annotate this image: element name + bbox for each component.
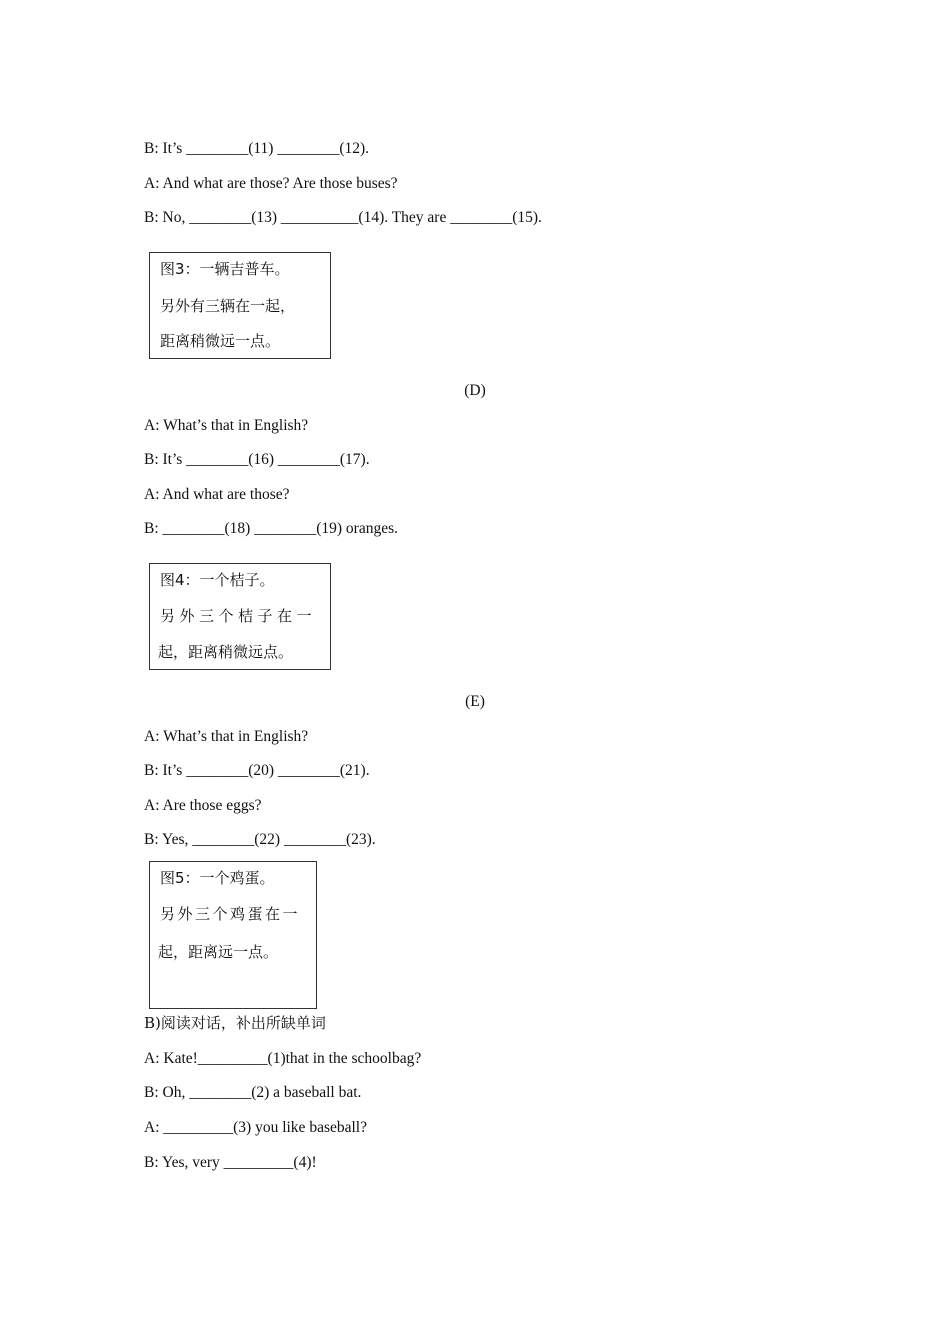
dialogue-line: B: Oh, ________(2) a baseball bat. — [144, 1084, 362, 1101]
dialogue-line: B: It’s ________(20) ________(21). — [144, 762, 370, 779]
section-label: (D) — [464, 382, 486, 399]
dialogue-line: A: What’s that in English? — [144, 728, 309, 745]
dialogue-line: A: And what are those? Are those buses? — [144, 175, 398, 192]
dialogue-line: A: _________(3) you like baseball? — [144, 1119, 367, 1136]
box-line: 图3：一辆吉普车。 — [160, 260, 290, 278]
box-line: 图5：一个鸡蛋。 — [160, 869, 275, 887]
dialogue-line: B: Yes, very _________(4)! — [144, 1154, 317, 1171]
dialogue-line: B: Yes, ________(22) ________(23). — [144, 831, 376, 848]
box-line: 起，距离稍微远点。 — [158, 643, 294, 661]
dialogue-line: B: It’s ________(11) ________(12). — [144, 140, 370, 157]
dialogue-line: A: Kate!_________(1)that in the schoolbag? — [144, 1050, 422, 1067]
dialogue-line: A: And what are those? — [144, 486, 290, 503]
picture-description-box — [149, 252, 331, 359]
box-line: 图4：一个桔子。 — [160, 571, 275, 589]
box-line: 另外三个桔子在一 — [160, 607, 317, 625]
box-line: 另外有三辆在一起， — [160, 297, 296, 315]
dialogue-line: A: What’s that in English? — [144, 417, 309, 434]
section-heading: B)阅读对话，补出所缺单词 — [144, 1014, 326, 1032]
section-label: (E) — [465, 693, 485, 710]
dialogue-line: A: Are those eggs? — [144, 797, 262, 814]
picture-description-box — [149, 563, 331, 670]
box-line: 另外三个鸡蛋在一 — [160, 905, 301, 923]
box-line: 起，距离远一点。 — [158, 943, 279, 961]
dialogue-line: B: It’s ________(16) ________(17). — [144, 451, 370, 468]
picture-description-box — [149, 861, 317, 1009]
box-line: 距离稍微远一点。 — [160, 332, 281, 350]
dialogue-line: B: ________(18) ________(19) oranges. — [144, 520, 398, 537]
dialogue-line: B: No, ________(13) __________(14). They are ________(15). — [144, 209, 542, 226]
